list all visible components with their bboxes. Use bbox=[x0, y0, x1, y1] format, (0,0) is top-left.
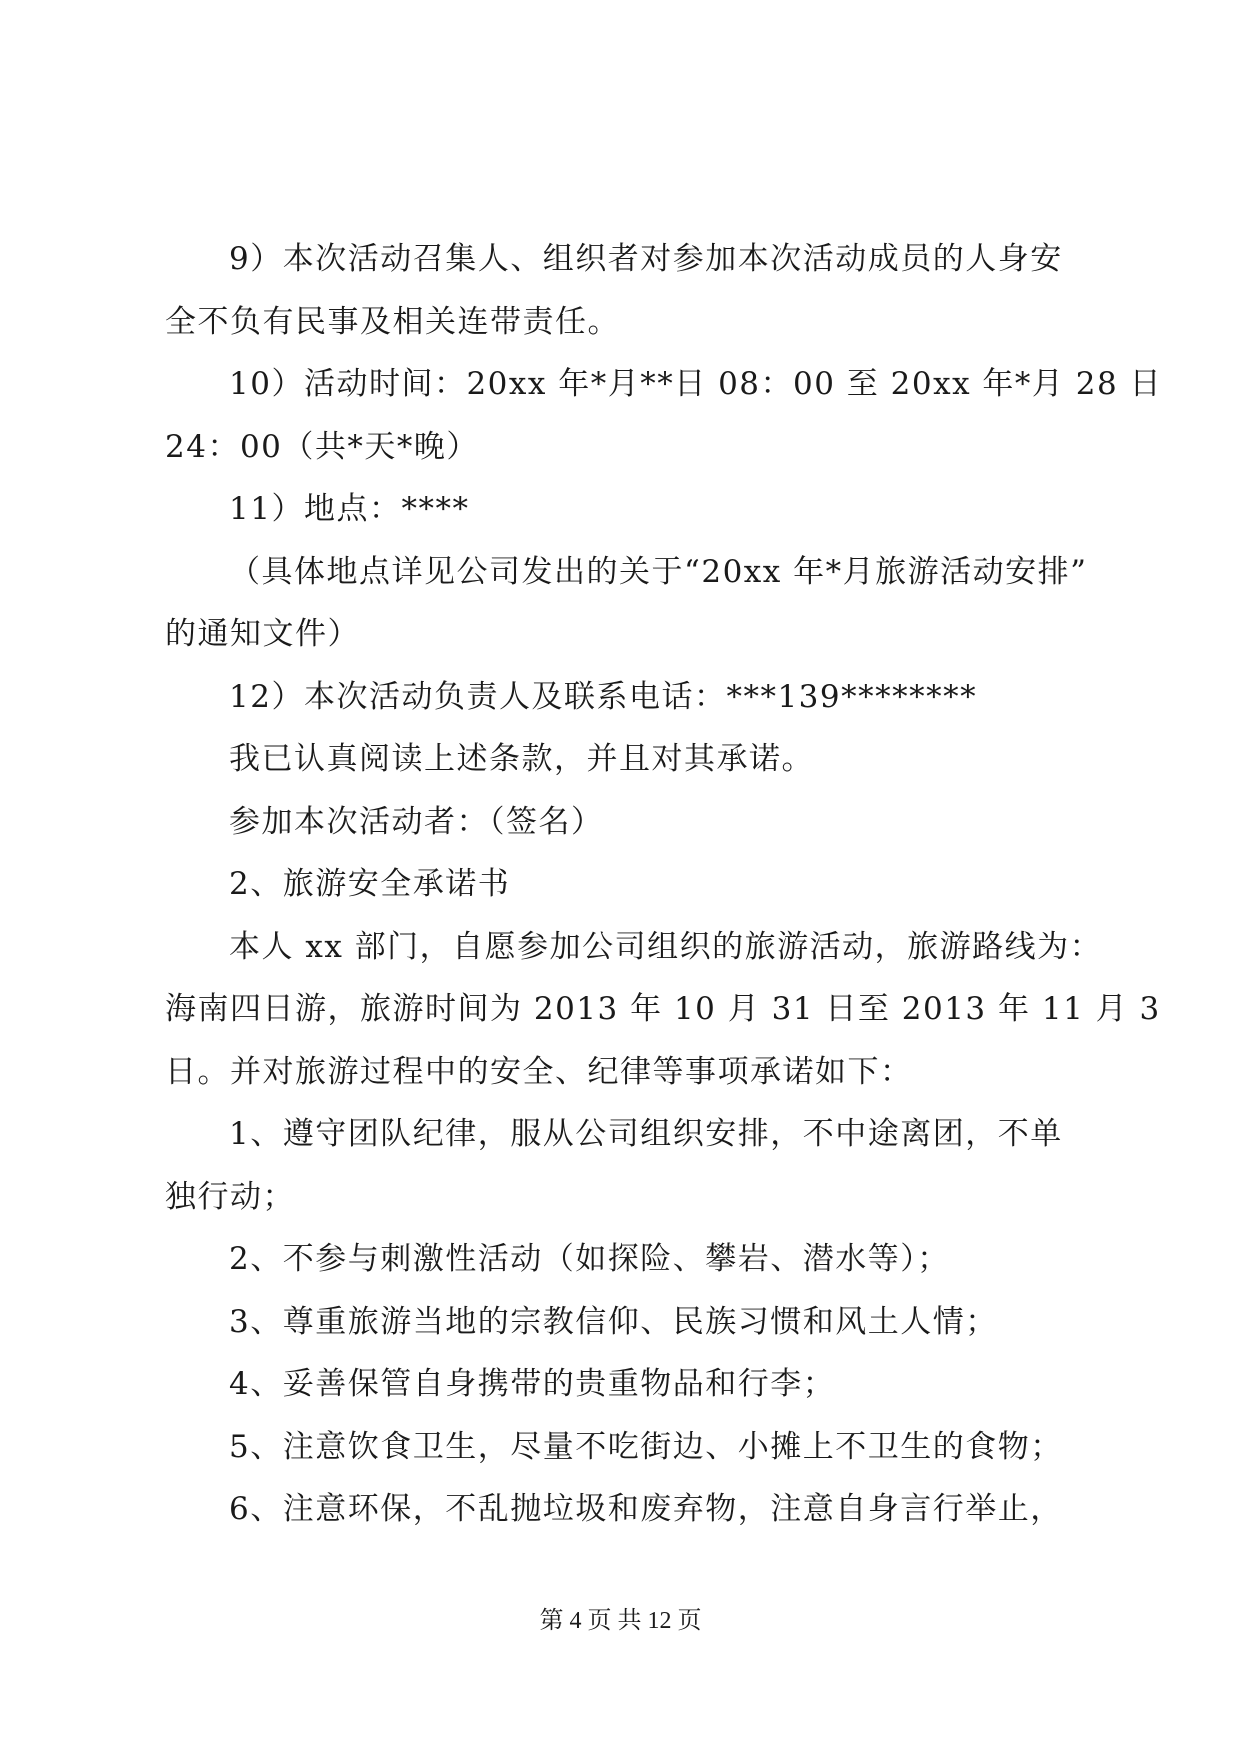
text-line: 的通知文件） bbox=[165, 616, 360, 652]
text-line: 11）地点：**** bbox=[229, 491, 470, 527]
text-line: 6、注意环保，不乱抛垃圾和废弃物，注意自身言行举止， bbox=[229, 1491, 1063, 1527]
section-heading: 2、旅游安全承诺书 bbox=[229, 866, 511, 902]
text-line: 4、妥善保管自身携带的贵重物品和行李； bbox=[229, 1366, 836, 1402]
text-line: 全不负有民事及相关连带责任。 bbox=[165, 303, 620, 340]
text-line: 3、尊重旅游当地的宗教信仰、民族习惯和风土人情； bbox=[229, 1303, 998, 1340]
page-number-footer: 第 4 页 共 12 页 bbox=[539, 1608, 702, 1634]
text-line: 本人 xx 部门，自愿参加公司组织的旅游活动，旅游路线为： bbox=[229, 928, 1103, 965]
text-line: 独行动； bbox=[165, 1178, 295, 1215]
text-line: 2、不参与刺激性活动（如探险、攀岩、潜水等）； bbox=[229, 1241, 950, 1277]
text-line: 24：00（共*天*晚） bbox=[165, 428, 479, 465]
text-line: 1、遵守团队纪律，服从公司组织安排，不中途离团，不单 bbox=[229, 1116, 1063, 1152]
text-line: 12）本次活动负责人及联系电话：***139******** bbox=[229, 678, 978, 715]
text-line: 海南四日游，旅游时间为 2013 年 10 月 31 日至 2013 年 11 月 3 bbox=[165, 991, 1161, 1027]
document-body bbox=[165, 228, 1163, 1541]
text-line: 5、注意饮食卫生，尽量不吃街边、小摊上不卫生的食物； bbox=[229, 1428, 1063, 1465]
text-line: 日。并对旅游过程中的安全、纪律等事项承诺如下： bbox=[165, 1053, 913, 1090]
text-line: 我已认真阅读上述条款，并且对其承诺。 bbox=[229, 741, 814, 777]
text-line: （具体地点详见公司发出的关于“20xx 年*月旅游活动安排” bbox=[229, 553, 1088, 590]
text-line: 10）活动时间：20xx 年*月**日 08：00 至 20xx 年*月 28 日 bbox=[229, 366, 1163, 402]
text-line: 9）本次活动召集人、组织者对参加本次活动成员的人身安 bbox=[229, 241, 1063, 277]
text-line: 参加本次活动者：（签名） bbox=[229, 803, 604, 840]
